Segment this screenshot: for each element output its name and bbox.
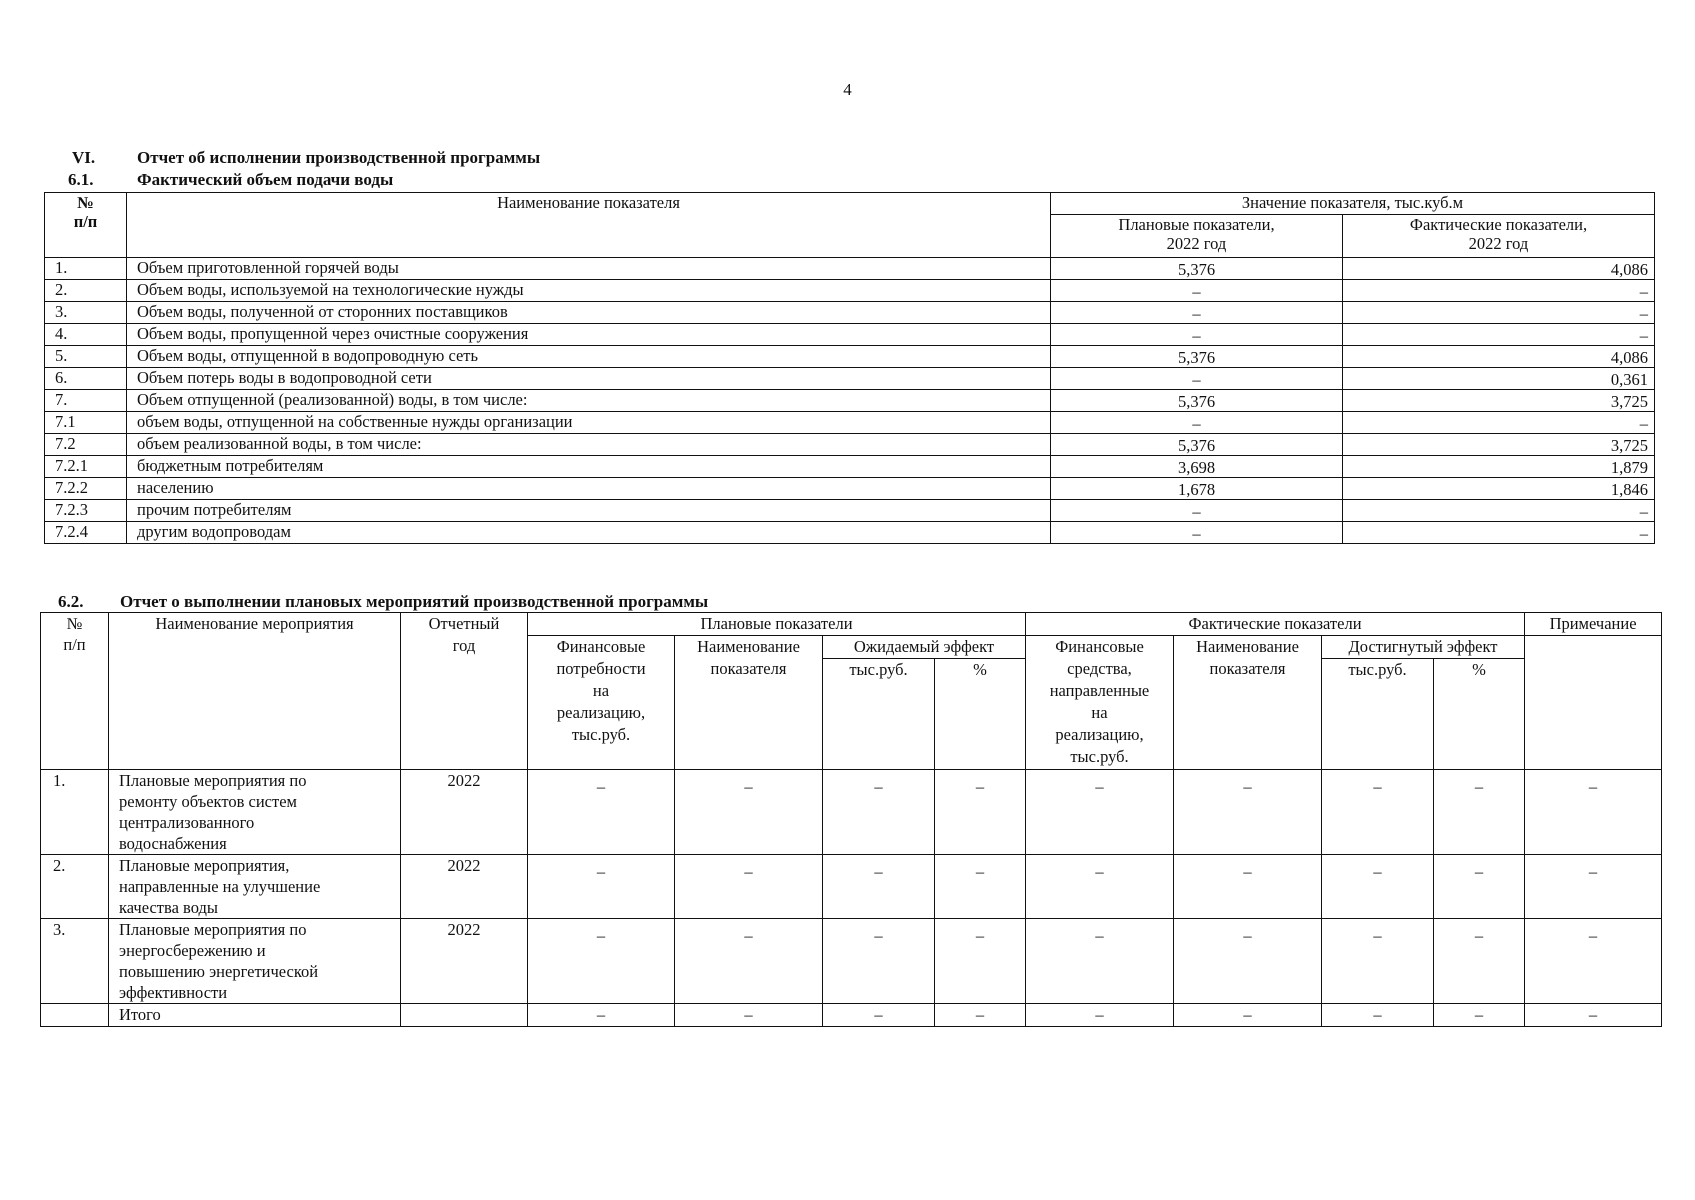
- table-row: [45, 302, 1655, 324]
- row-number: 7.2.4: [45, 522, 127, 544]
- row-plan-value: 5,376: [1051, 390, 1343, 412]
- row-number: 4.: [45, 324, 127, 346]
- row-plan-financing: –: [528, 855, 675, 919]
- header-plan-group: Плановые показатели: [528, 613, 1026, 636]
- row-indicator-name: Объем воды, пропущенной через очистные сооружения: [127, 324, 1051, 346]
- table-row: [45, 280, 1655, 302]
- table-row: [41, 855, 1662, 919]
- row-fact-value: 4,086: [1343, 258, 1655, 280]
- row-indicator-name: Объем приготовленной горячей воды: [127, 258, 1051, 280]
- row-fact-indicator: –: [1174, 919, 1322, 1004]
- row-plan-value: 1,678: [1051, 478, 1343, 500]
- row-indicator-name: Объем воды, полученной от сторонних поставщиков: [127, 302, 1051, 324]
- row-plan-indicator: –: [675, 770, 823, 855]
- total-row-number-empty: [41, 1004, 109, 1027]
- row-plan-value: –: [1051, 522, 1343, 544]
- row-fact-financing: –: [1026, 919, 1174, 1004]
- row-note: –: [1525, 919, 1662, 1004]
- total-fact-indicator: –: [1174, 1004, 1322, 1027]
- row-indicator-name: объем воды, отпущенной на собственные нужды организации: [127, 412, 1051, 434]
- subsection-62-heading: [58, 592, 709, 612]
- row-number: 7.2: [45, 434, 127, 456]
- table-row: [45, 412, 1655, 434]
- row-number: 7.: [45, 390, 127, 412]
- header-plan: Плановые показатели, 2022 год: [1051, 215, 1343, 258]
- row-number: 3.: [41, 919, 109, 1004]
- header-indicator-name: Наименование показателя: [127, 193, 1051, 258]
- header-achieved-effect: Достигнутый эффект: [1322, 636, 1525, 659]
- subsection-62-number: 6.2.: [58, 592, 84, 611]
- activities-table-body: [41, 613, 1662, 1027]
- row-activity-name: Плановые мероприятия по энергосбережению и повышению энергетической эффективности: [109, 919, 401, 1004]
- total-fact-financing: –: [1026, 1004, 1174, 1027]
- row-plan-effect-pct: –: [935, 770, 1026, 855]
- row-indicator-name: Объем потерь воды в водопроводной сети: [127, 368, 1051, 390]
- header-plan-pct: %: [935, 659, 1026, 770]
- row-number: 7.2.2: [45, 478, 127, 500]
- row-fact-indicator: –: [1174, 770, 1322, 855]
- row-indicator-name: другим водопроводам: [127, 522, 1051, 544]
- header-fact-financing: Финансовые средства, направленные на реализацию, тыс.руб.: [1026, 636, 1174, 770]
- table-row: [45, 456, 1655, 478]
- header-fact: Фактические показатели, 2022 год: [1343, 215, 1655, 258]
- row-plan-value: –: [1051, 280, 1343, 302]
- row-year: 2022: [401, 919, 528, 1004]
- row-indicator-name: объем реализованной воды, в том числе:: [127, 434, 1051, 456]
- header-expected-effect: Ожидаемый эффект: [823, 636, 1026, 659]
- total-note: –: [1525, 1004, 1662, 1027]
- row-fact-value: 3,725: [1343, 390, 1655, 412]
- row-plan-indicator: –: [675, 919, 823, 1004]
- row-fact-value: –: [1343, 500, 1655, 522]
- row-number: 3.: [45, 302, 127, 324]
- header-activity-name: Наименование мероприятия: [109, 613, 401, 770]
- header-note: Примечание: [1525, 613, 1662, 636]
- row-plan-value: 5,376: [1051, 434, 1343, 456]
- table-row: [41, 919, 1662, 1004]
- row-plan-financing: –: [528, 919, 675, 1004]
- row-fact-effect-rub: –: [1322, 919, 1434, 1004]
- total-year-empty: [401, 1004, 528, 1027]
- row-plan-effect-rub: –: [823, 770, 935, 855]
- row-indicator-name: населению: [127, 478, 1051, 500]
- section-number: VI.: [72, 148, 96, 167]
- subsection-61-title: Фактический объем подачи воды: [137, 170, 394, 189]
- row-fact-effect-pct: –: [1434, 919, 1525, 1004]
- row-plan-value: –: [1051, 412, 1343, 434]
- total-plan-financing: –: [528, 1004, 675, 1027]
- header-fact-indicator: Наименование показателя: [1174, 636, 1322, 770]
- header-value-group: Значение показателя, тыс.куб.м: [1051, 193, 1655, 215]
- total-plan-effect-rub: –: [823, 1004, 935, 1027]
- row-fact-indicator: –: [1174, 855, 1322, 919]
- row-fact-value: 3,725: [1343, 434, 1655, 456]
- row-fact-effect-rub: –: [1322, 855, 1434, 919]
- table-row: [41, 770, 1662, 855]
- page-number: 4: [843, 80, 852, 99]
- table-row: [45, 324, 1655, 346]
- header-fact-rub: тыс.руб.: [1322, 659, 1434, 770]
- row-plan-value: –: [1051, 324, 1343, 346]
- row-number: 1.: [45, 258, 127, 280]
- row-number: 7.2.3: [45, 500, 127, 522]
- row-number: 7.1: [45, 412, 127, 434]
- row-number: 1.: [41, 770, 109, 855]
- header-plan-financing: Финансовые потребности на реализацию, тыс.руб.: [528, 636, 675, 770]
- row-activity-name: Плановые мероприятия по ремонту объектов систем централизованного водоснабжения: [109, 770, 401, 855]
- row-number: 7.2.1: [45, 456, 127, 478]
- row-fact-financing: –: [1026, 855, 1174, 919]
- row-plan-value: –: [1051, 302, 1343, 324]
- row-fact-value: 0,361: [1343, 368, 1655, 390]
- section-heading: [72, 148, 541, 168]
- table-row: [45, 478, 1655, 500]
- row-number: 2.: [45, 280, 127, 302]
- header-no: № п/п: [45, 193, 127, 258]
- row-indicator-name: Объем воды, отпущенной в водопроводную сеть: [127, 346, 1051, 368]
- total-label: Итого: [109, 1004, 401, 1027]
- table-header-row: [45, 193, 1655, 215]
- row-plan-effect-rub: –: [823, 919, 935, 1004]
- row-fact-effect-pct: –: [1434, 855, 1525, 919]
- row-note: –: [1525, 855, 1662, 919]
- row-plan-value: 5,376: [1051, 258, 1343, 280]
- water-supply-table: [44, 192, 1655, 544]
- row-fact-financing: –: [1026, 770, 1174, 855]
- row-year: 2022: [401, 770, 528, 855]
- header-fact-pct: %: [1434, 659, 1525, 770]
- row-plan-value: 3,698: [1051, 456, 1343, 478]
- total-fact-effect-pct: –: [1434, 1004, 1525, 1027]
- row-fact-value: 1,846: [1343, 478, 1655, 500]
- table-row: [45, 522, 1655, 544]
- row-number: 6.: [45, 368, 127, 390]
- table-row: [45, 368, 1655, 390]
- row-fact-value: –: [1343, 280, 1655, 302]
- table-row: [45, 346, 1655, 368]
- row-activity-name: Плановые мероприятия, направленные на улучшение качества воды: [109, 855, 401, 919]
- subsection-61-number: 6.1.: [68, 170, 94, 189]
- table-row: [45, 500, 1655, 522]
- row-plan-effect-rub: –: [823, 855, 935, 919]
- row-indicator-name: Объем отпущенной (реализованной) воды, в том числе:: [127, 390, 1051, 412]
- row-plan-effect-pct: –: [935, 855, 1026, 919]
- row-plan-financing: –: [528, 770, 675, 855]
- row-fact-value: 4,086: [1343, 346, 1655, 368]
- row-plan-value: –: [1051, 500, 1343, 522]
- total-fact-effect-rub: –: [1322, 1004, 1434, 1027]
- water-supply-table-body: [45, 193, 1655, 544]
- row-fact-value: –: [1343, 412, 1655, 434]
- header-note-empty: [1525, 636, 1662, 770]
- table-row: [45, 434, 1655, 456]
- section-title: Отчет об исполнении производственной программы: [137, 148, 541, 167]
- table-row: [45, 390, 1655, 412]
- activities-table: [40, 612, 1662, 1027]
- row-plan-value: –: [1051, 368, 1343, 390]
- row-fact-effect-rub: –: [1322, 770, 1434, 855]
- row-note: –: [1525, 770, 1662, 855]
- row-fact-value: –: [1343, 522, 1655, 544]
- row-indicator-name: прочим потребителям: [127, 500, 1051, 522]
- subsection-62-title: Отчет о выполнении плановых мероприятий производственной программы: [120, 592, 709, 611]
- header-plan-indicator: Наименование показателя: [675, 636, 823, 770]
- total-plan-indicator: –: [675, 1004, 823, 1027]
- header-no: № п/п: [41, 613, 109, 770]
- row-plan-value: 5,376: [1051, 346, 1343, 368]
- row-number: 5.: [45, 346, 127, 368]
- row-plan-effect-pct: –: [935, 919, 1026, 1004]
- table-row: [45, 258, 1655, 280]
- row-year: 2022: [401, 855, 528, 919]
- header-year: Отчетный год: [401, 613, 528, 770]
- header-fact-group: Фактические показатели: [1026, 613, 1525, 636]
- header-plan-rub: тыс.руб.: [823, 659, 935, 770]
- row-indicator-name: Объем воды, используемой на технологические нужды: [127, 280, 1051, 302]
- subsection-61-heading: [68, 170, 394, 190]
- row-fact-value: –: [1343, 302, 1655, 324]
- row-fact-value: –: [1343, 324, 1655, 346]
- table-header-row: [41, 613, 1662, 636]
- total-plan-effect-pct: –: [935, 1004, 1026, 1027]
- row-plan-indicator: –: [675, 855, 823, 919]
- row-fact-value: 1,879: [1343, 456, 1655, 478]
- total-row: [41, 1004, 1662, 1027]
- row-number: 2.: [41, 855, 109, 919]
- row-fact-effect-pct: –: [1434, 770, 1525, 855]
- row-indicator-name: бюджетным потребителям: [127, 456, 1051, 478]
